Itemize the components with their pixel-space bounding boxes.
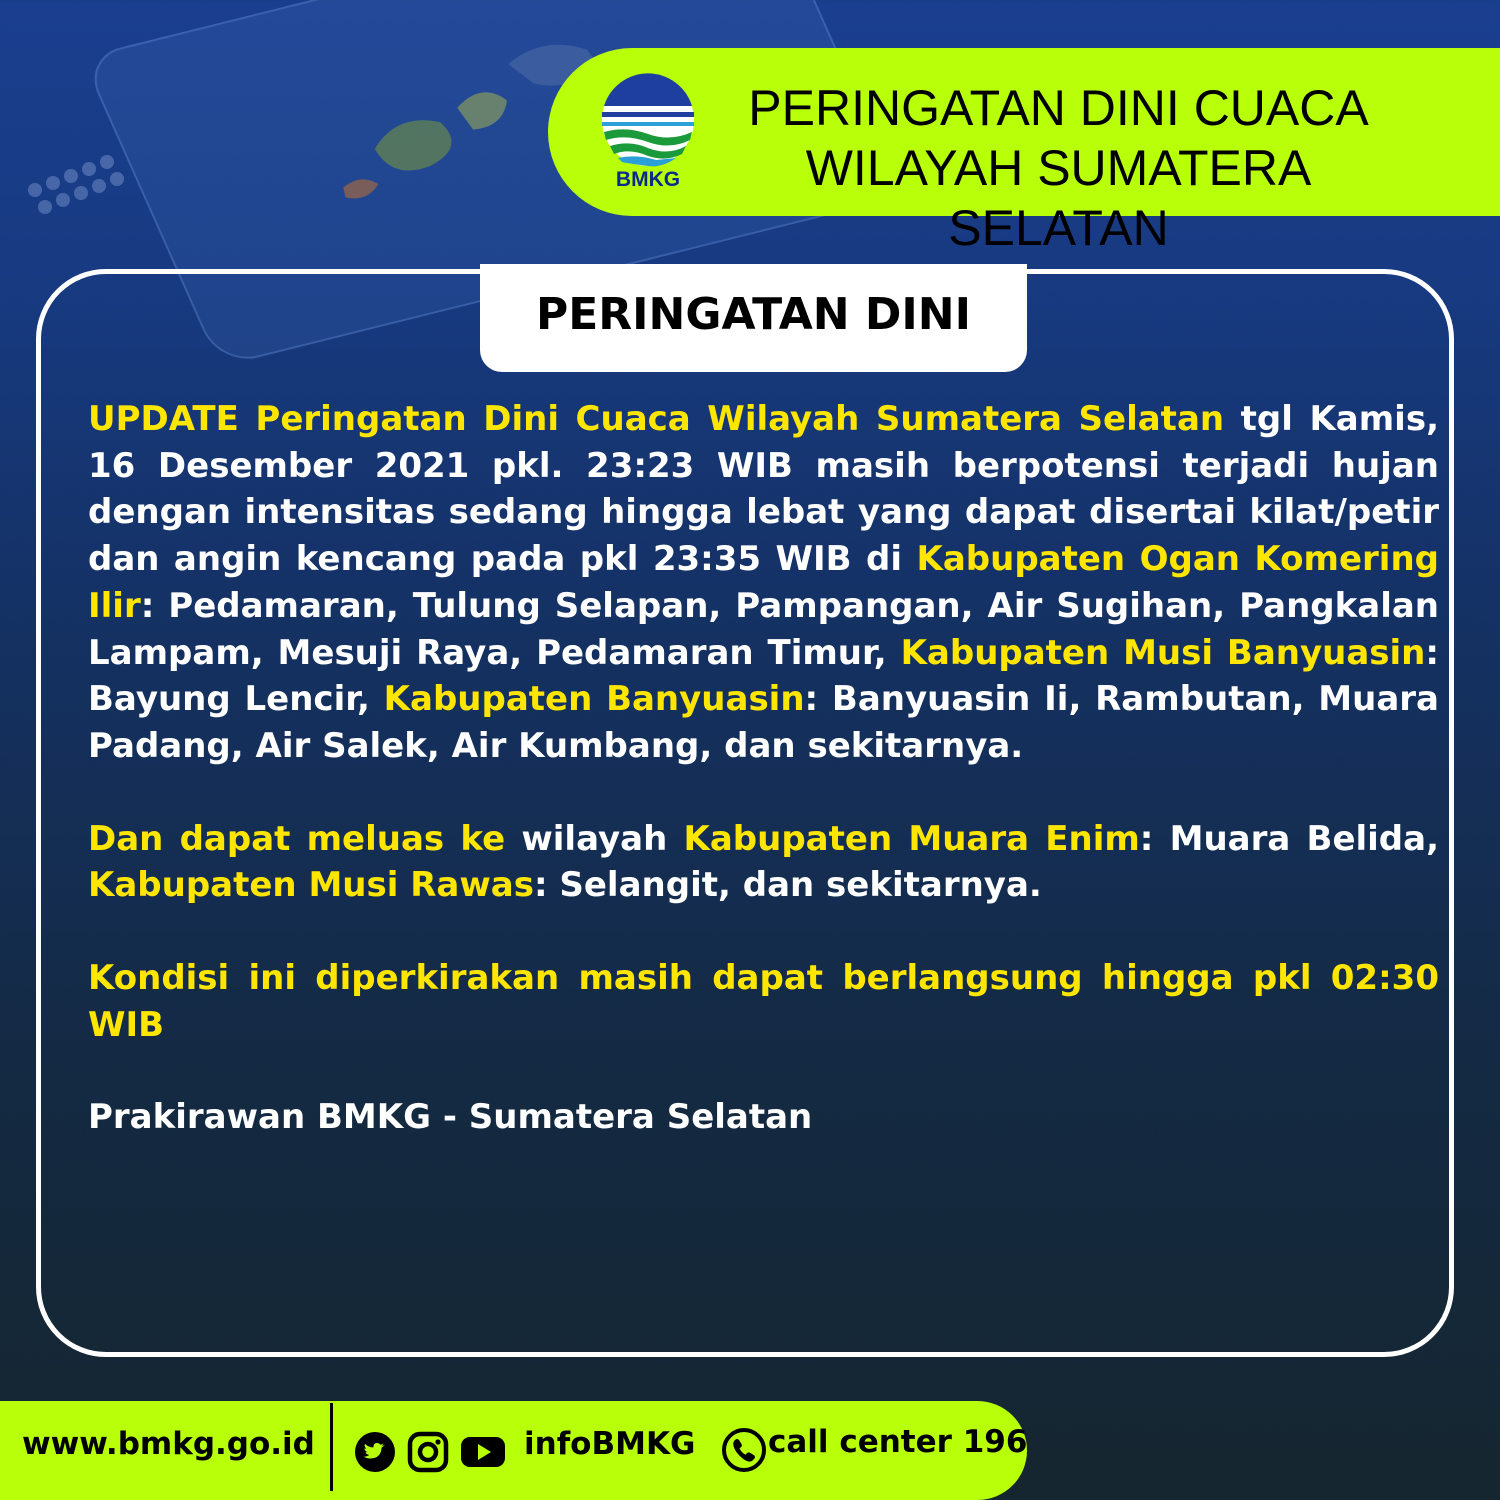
body-text: : Banyuasin Ii, Rambutan, Muara Padang, Air Salek, Air Kumbang, dan sekitarnya. <box>88 679 1439 766</box>
body-text: : Pedamaran, Tulung Selapan, Pampangan, Air Sugihan, Pangkalan Lampam, Mesuji Raya, Pedamaran Timur, <box>88 585 1439 673</box>
body-text: : Bayung Lencir, <box>88 632 1439 720</box>
footer-divider <box>330 1403 333 1491</box>
forecaster-signature: Prakirawan BMKG - Sumatera Selatan <box>88 1097 813 1138</box>
body-text: : Muara Belida, <box>1139 818 1440 859</box>
phone-icon <box>722 1428 766 1472</box>
website-link[interactable]: www.bmkg.go.id <box>22 1426 315 1462</box>
duration-note: Kondisi ini diperkirakan masih dapat berlangsung hingga pkl 02:30 WIB <box>88 958 1439 1045</box>
social-handle[interactable]: infoBMKG <box>524 1426 696 1462</box>
instagram-icon[interactable] <box>407 1431 449 1473</box>
highlight-text: Kabupaten Musi Banyuasin <box>900 632 1426 673</box>
highlight-text: UPDATE Peringatan Dini Cuaca Wilayah Sumatera Selatan <box>88 399 1225 439</box>
highlight-text: Kabupaten Ogan Komering Ilir <box>88 539 1439 626</box>
warning-content <box>88 396 1439 1141</box>
highlight-text: Dan dapat meluas ke <box>88 818 506 859</box>
twitter-icon[interactable] <box>354 1431 396 1473</box>
youtube-icon[interactable] <box>460 1431 506 1473</box>
warning-paragraph-2 <box>88 816 1439 909</box>
highlight-text: Kabupaten Banyuasin <box>383 679 805 720</box>
page-title <box>706 78 1411 258</box>
bmkg-logo-label: BMKG <box>615 168 681 191</box>
call-center-number[interactable]: call center 196 <box>768 1424 1028 1460</box>
page-title-line2: WILAYAH SUMATERA SELATAN <box>805 140 1312 256</box>
page-title-line1: PERINGATAN DINI CUACA <box>748 80 1369 136</box>
body-text: : Selangit, dan sekitarnya. <box>533 865 1042 906</box>
card-title: PERINGATAN DINI <box>535 289 971 340</box>
body-text: tgl Kamis, 16 Desember 2021 pkl. 23:23 WIB masih berpotensi terjadi hujan dengan intensitas sedang hingga lebat yang dapat disertai kilat/petir dan angin kencang pada pkl 23:35 WIB di <box>88 399 1439 580</box>
highlight-text: Kabupaten Muara Enim <box>683 818 1140 859</box>
background-dots-decoration <box>25 155 155 225</box>
highlight-text: Kabupaten Musi Rawas <box>88 865 534 906</box>
body-text: wilayah <box>505 818 684 859</box>
warning-paragraph-1 <box>88 396 1439 770</box>
